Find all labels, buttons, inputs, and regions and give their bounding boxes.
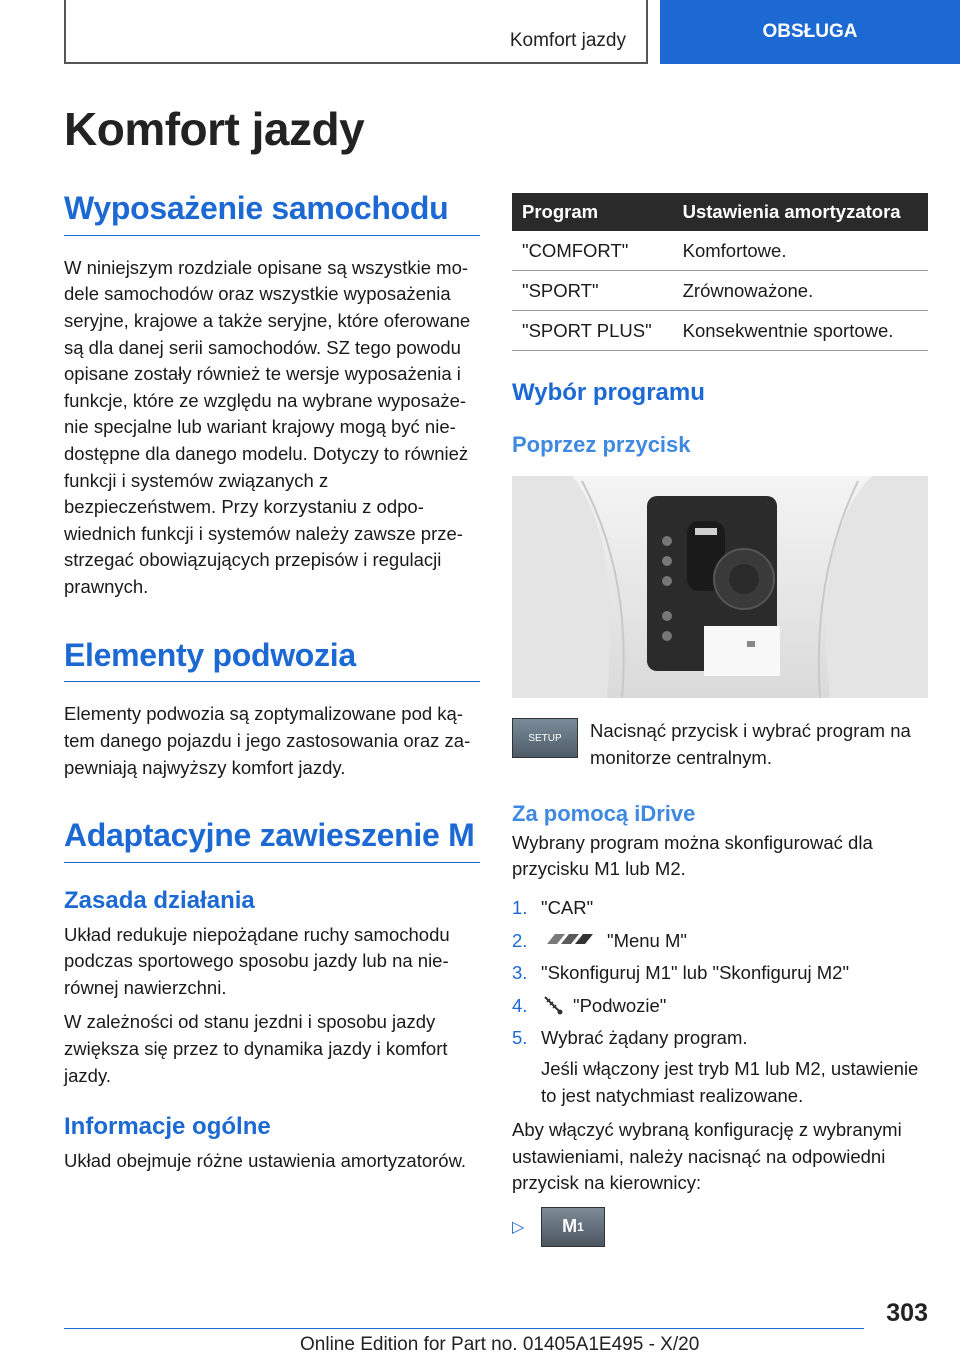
setup-instruction	[512, 718, 928, 771]
list-item	[512, 993, 928, 1020]
heading-adaptive-suspension: Adaptacyjne zawieszenie M	[64, 817, 480, 863]
idrive-steps-list	[512, 895, 928, 1052]
paragraph-general-info: Układ obejmuje różne ustawienia amortyzatorów.	[64, 1150, 467, 1172]
step-text: Wybrać żądany program.	[541, 1027, 748, 1049]
step-text: "Menu M"	[607, 929, 687, 951]
step-number: 4.	[512, 994, 528, 1016]
heading-general-info: Informacje ogólne	[64, 1113, 271, 1141]
table-cell-setting: Komfortowe.	[673, 231, 928, 271]
table-cell-setting: Konsekwentnie sportowe.	[673, 311, 928, 351]
header-section-title: Komfort jazdy	[509, 30, 626, 51]
heading-via-idrive: Za pomocą iDrive	[512, 801, 696, 827]
footer-edition-text: Online Edition for Part no. 01405A1E495 - X/20	[300, 1334, 700, 1355]
suspension-icon	[541, 993, 565, 1017]
setup-key-icon: SETUP	[512, 718, 578, 758]
heading-program-selection: Wybór programu	[512, 379, 705, 406]
list-item	[512, 895, 928, 922]
heading-equipment: Wyposażenie samochodu	[64, 190, 480, 236]
step-number: 3.	[512, 962, 528, 984]
page-number: 303	[886, 1299, 928, 1327]
list-item	[512, 928, 928, 955]
step-text: "Podwozie"	[573, 994, 667, 1016]
table-header-damper-setting: Ustawienia amortyzatora	[673, 193, 928, 231]
paragraph-step5-note: Jeśli włączony jest tryb M1 lub M2, ustawienie to jest natychmiast realizowane.	[541, 1057, 919, 1106]
list-item	[512, 960, 928, 987]
m1-key-icon	[541, 1207, 605, 1247]
right-column	[512, 193, 928, 1247]
table-row	[512, 231, 928, 271]
damper-settings-table	[512, 193, 928, 351]
page-title: Komfort jazdy	[64, 103, 365, 155]
center-console-photo	[512, 476, 928, 698]
heading-via-button: Poprzez przycisk	[512, 431, 691, 457]
m1-button-row	[512, 1207, 928, 1247]
step-number: 5.	[512, 1027, 528, 1049]
paragraph-principle-2: W zależności od stanu jezdni i sposobu jazdy zwiększa się przez to dynamika jazdy i komfort jazdy.	[64, 1011, 448, 1086]
step-number: 2.	[512, 929, 528, 951]
left-column	[64, 190, 480, 1175]
paragraph-activate: Aby włączyć wybraną konfigurację z wybranymi ustawieniami, należy nacisnąć na odpowiedni przycisk na kierownicy:	[512, 1119, 902, 1194]
table-row	[512, 271, 928, 311]
paragraph-principle-1: Układ redukuje niepożądane ruchy samochodu podczas sportowego sposobu jazdy lub na nierównej nawierzchni.	[64, 923, 450, 998]
bullet-icon: ▷	[512, 1218, 525, 1236]
m1-key-number: 1	[577, 1219, 584, 1234]
center-console-illustration	[512, 476, 928, 698]
paragraph-idrive: Wybrany program można skonfigurować dla przycisku M1 lub M2.	[512, 831, 873, 880]
step-text: "Skonfiguruj M1" lub "Skonfiguruj M2"	[541, 962, 850, 984]
paragraph-chassis: Elementy podwozia są zoptymalizowane pod kątem danego pojazdu i jego zastosowania oraz zapewniają najwyższy komfort jazdy.	[64, 703, 471, 778]
table-header-program: Program	[512, 193, 673, 231]
footer-divider	[64, 1328, 864, 1329]
m-menu-icon	[541, 928, 601, 952]
header-chapter-tab[interactable]: OBSŁUGA	[660, 0, 960, 64]
step-number: 1.	[512, 896, 528, 918]
table-cell-setting: Zrównoważone.	[673, 271, 928, 311]
paragraph-equipment: W niniejszym rozdziale opisane są wszystkie modele samochodów oraz wszystkie wyposażenia seryjne, krajowe a także seryjne, które oferowane są dla danej serii samochodów. SZ tego powodu opisane zostały również te wersje wyposażenia i funkcje, które ze względu na wybrane wyposażenie specjalne lub wariant krajowy mogą być niedostępne dla danego modelu. Dotyczy to również funkcji i systemów związanych z bezpieczeństwem. Przy korzystaniu z odpowiednich funkcji i systemów należy zawsze przestrzegać obowiązujących przepisów i regulacji prawnych.	[64, 256, 471, 597]
m1-key-letter: M	[562, 1216, 578, 1237]
paragraph-setup: Nacisnąć przycisk i wybrać program na monitorze centralnym.	[590, 720, 911, 768]
table-cell-program: "SPORT PLUS"	[512, 311, 673, 351]
heading-chassis: Elementy podwozia	[64, 637, 480, 683]
list-item	[512, 1025, 928, 1052]
table-row	[512, 311, 928, 351]
heading-principle: Zasada działania	[64, 886, 255, 914]
table-cell-program: "COMFORT"	[512, 231, 673, 271]
step-text: "CAR"	[541, 896, 594, 918]
table-cell-program: "SPORT"	[512, 271, 673, 311]
